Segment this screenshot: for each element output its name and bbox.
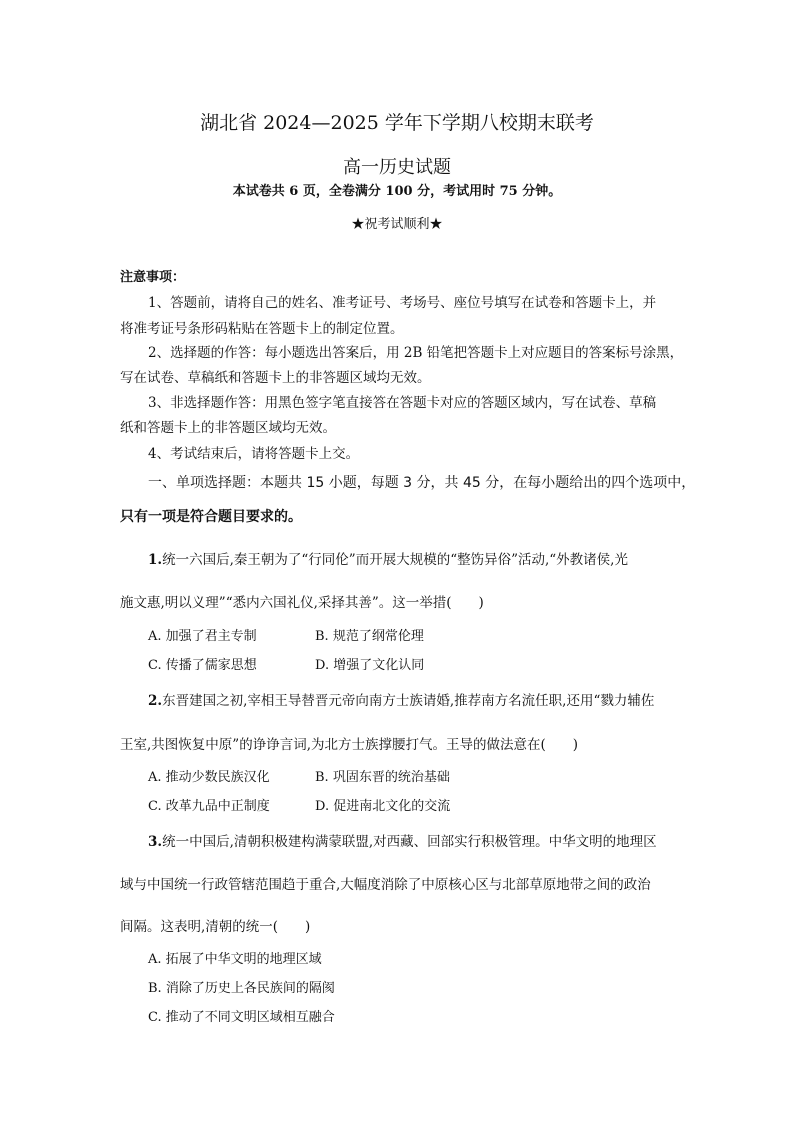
question-2-option-a[interactable]: A. 推动少数民族汉化	[148, 770, 270, 785]
question-2-option-c[interactable]: C. 改革九品中正制度	[148, 799, 270, 814]
notice-item-3-line-2: 纸和答题卡上的非答题区域均无效。	[120, 420, 336, 436]
question-3-option-a[interactable]: A. 拓展了中华文明的地理区域	[148, 952, 322, 967]
question-2-line-2: 王室,共图恢复中原”的诤诤言词,为北方士族撑腰打气。王导的做法意在( )	[120, 737, 579, 753]
notice-item-2-line-1: 2、选择题的作答：每小题选出答案后，用 2B 铅笔把答题卡上对应题目的答案标号涂黑，	[148, 345, 684, 361]
notice-heading: 注意事项：	[120, 270, 186, 285]
notice-item-1-line-2: 将准考证号条形码粘贴在答题卡上的制定位置。	[120, 321, 404, 337]
question-3-number: 3.	[148, 834, 163, 850]
question-3-option-c[interactable]: C. 推动了不同文明区域相互融合	[148, 1010, 335, 1025]
question-3-line-3: 间隔。这表明,清朝的统一( )	[120, 919, 311, 935]
question-2-number: 2.	[148, 693, 163, 709]
question-1-text: 统一六国后,秦王朝为了“行同伦”而开展大规模的“整饬异俗”活动,“外教诸侯,光	[162, 552, 628, 568]
question-1-number: 1.	[148, 552, 163, 568]
question-1-option-c[interactable]: C. 传播了儒家思想	[148, 658, 257, 673]
notice-item-4-line-1: 4、考试结束后，请将答题卡上交。	[148, 446, 360, 462]
question-2-option-b[interactable]: B. 巩固东晋的统治基础	[315, 770, 450, 785]
question-1-option-a[interactable]: A. 加强了君主专制	[148, 629, 257, 644]
question-2-line-1	[148, 689, 654, 709]
question-2-option-d[interactable]: D. 促进南北文化的交流	[315, 799, 451, 814]
question-3-line-1	[148, 830, 657, 850]
question-3-text: 统一中国后,清朝积极建构满蒙联盟,对西藏、回部实行积极管理。中华文明的地理区	[162, 834, 657, 850]
section-instructions-line-1: 一、单项选择题：本题共 15 小题，每题 3 分，共 45 分，在每小题给出的四个选项中，	[148, 475, 696, 491]
question-1-option-d[interactable]: D. 增强了文化认同	[315, 658, 425, 673]
question-3-option-b[interactable]: B. 消除了历史上各民族间的隔阂	[148, 981, 335, 996]
question-3-line-2: 域与中国统一行政管辖范围趋于重合,大幅度消除了中原核心区与北部草原地带之间的政治	[120, 877, 651, 893]
exam-info: 本试卷共 6 页，全卷满分 100 分，考试用时 75 分钟。	[232, 184, 562, 199]
good-luck-line: ★祝考试顺利★	[351, 217, 443, 232]
page-subtitle: 高一历史试题	[343, 157, 451, 178]
question-2-text: 东晋建国之初,宰相王导替晋元帝向南方士族请婚,推荐南方名流任职,还用“戮力辅佐	[162, 693, 655, 709]
page-title: 湖北省 2024—2025 学年下学期八校期末联考	[200, 112, 594, 134]
notice-item-3-line-1: 3、非选择题作答：用黑色签字笔直接答在答题卡对应的答题区域内，写在试卷、草稿	[148, 395, 657, 411]
question-1-line-1	[148, 548, 628, 568]
notice-item-1-line-1: 1、答题前，请将自己的姓名、准考证号、考场号、座位号填写在试卷和答题卡上，并	[148, 295, 657, 311]
section-instructions-line-2: 只有一项是符合题目要求的。	[120, 509, 302, 525]
notice-item-2-line-2: 写在试卷、草稿纸和答题卡上的非答题区域均无效。	[120, 370, 431, 386]
question-1-line-2: 施文惠,明以义理”“悉内六国礼仪,采择其善”。这一举措( )	[120, 595, 484, 611]
question-1-option-b[interactable]: B. 规范了纲常伦理	[315, 629, 424, 644]
